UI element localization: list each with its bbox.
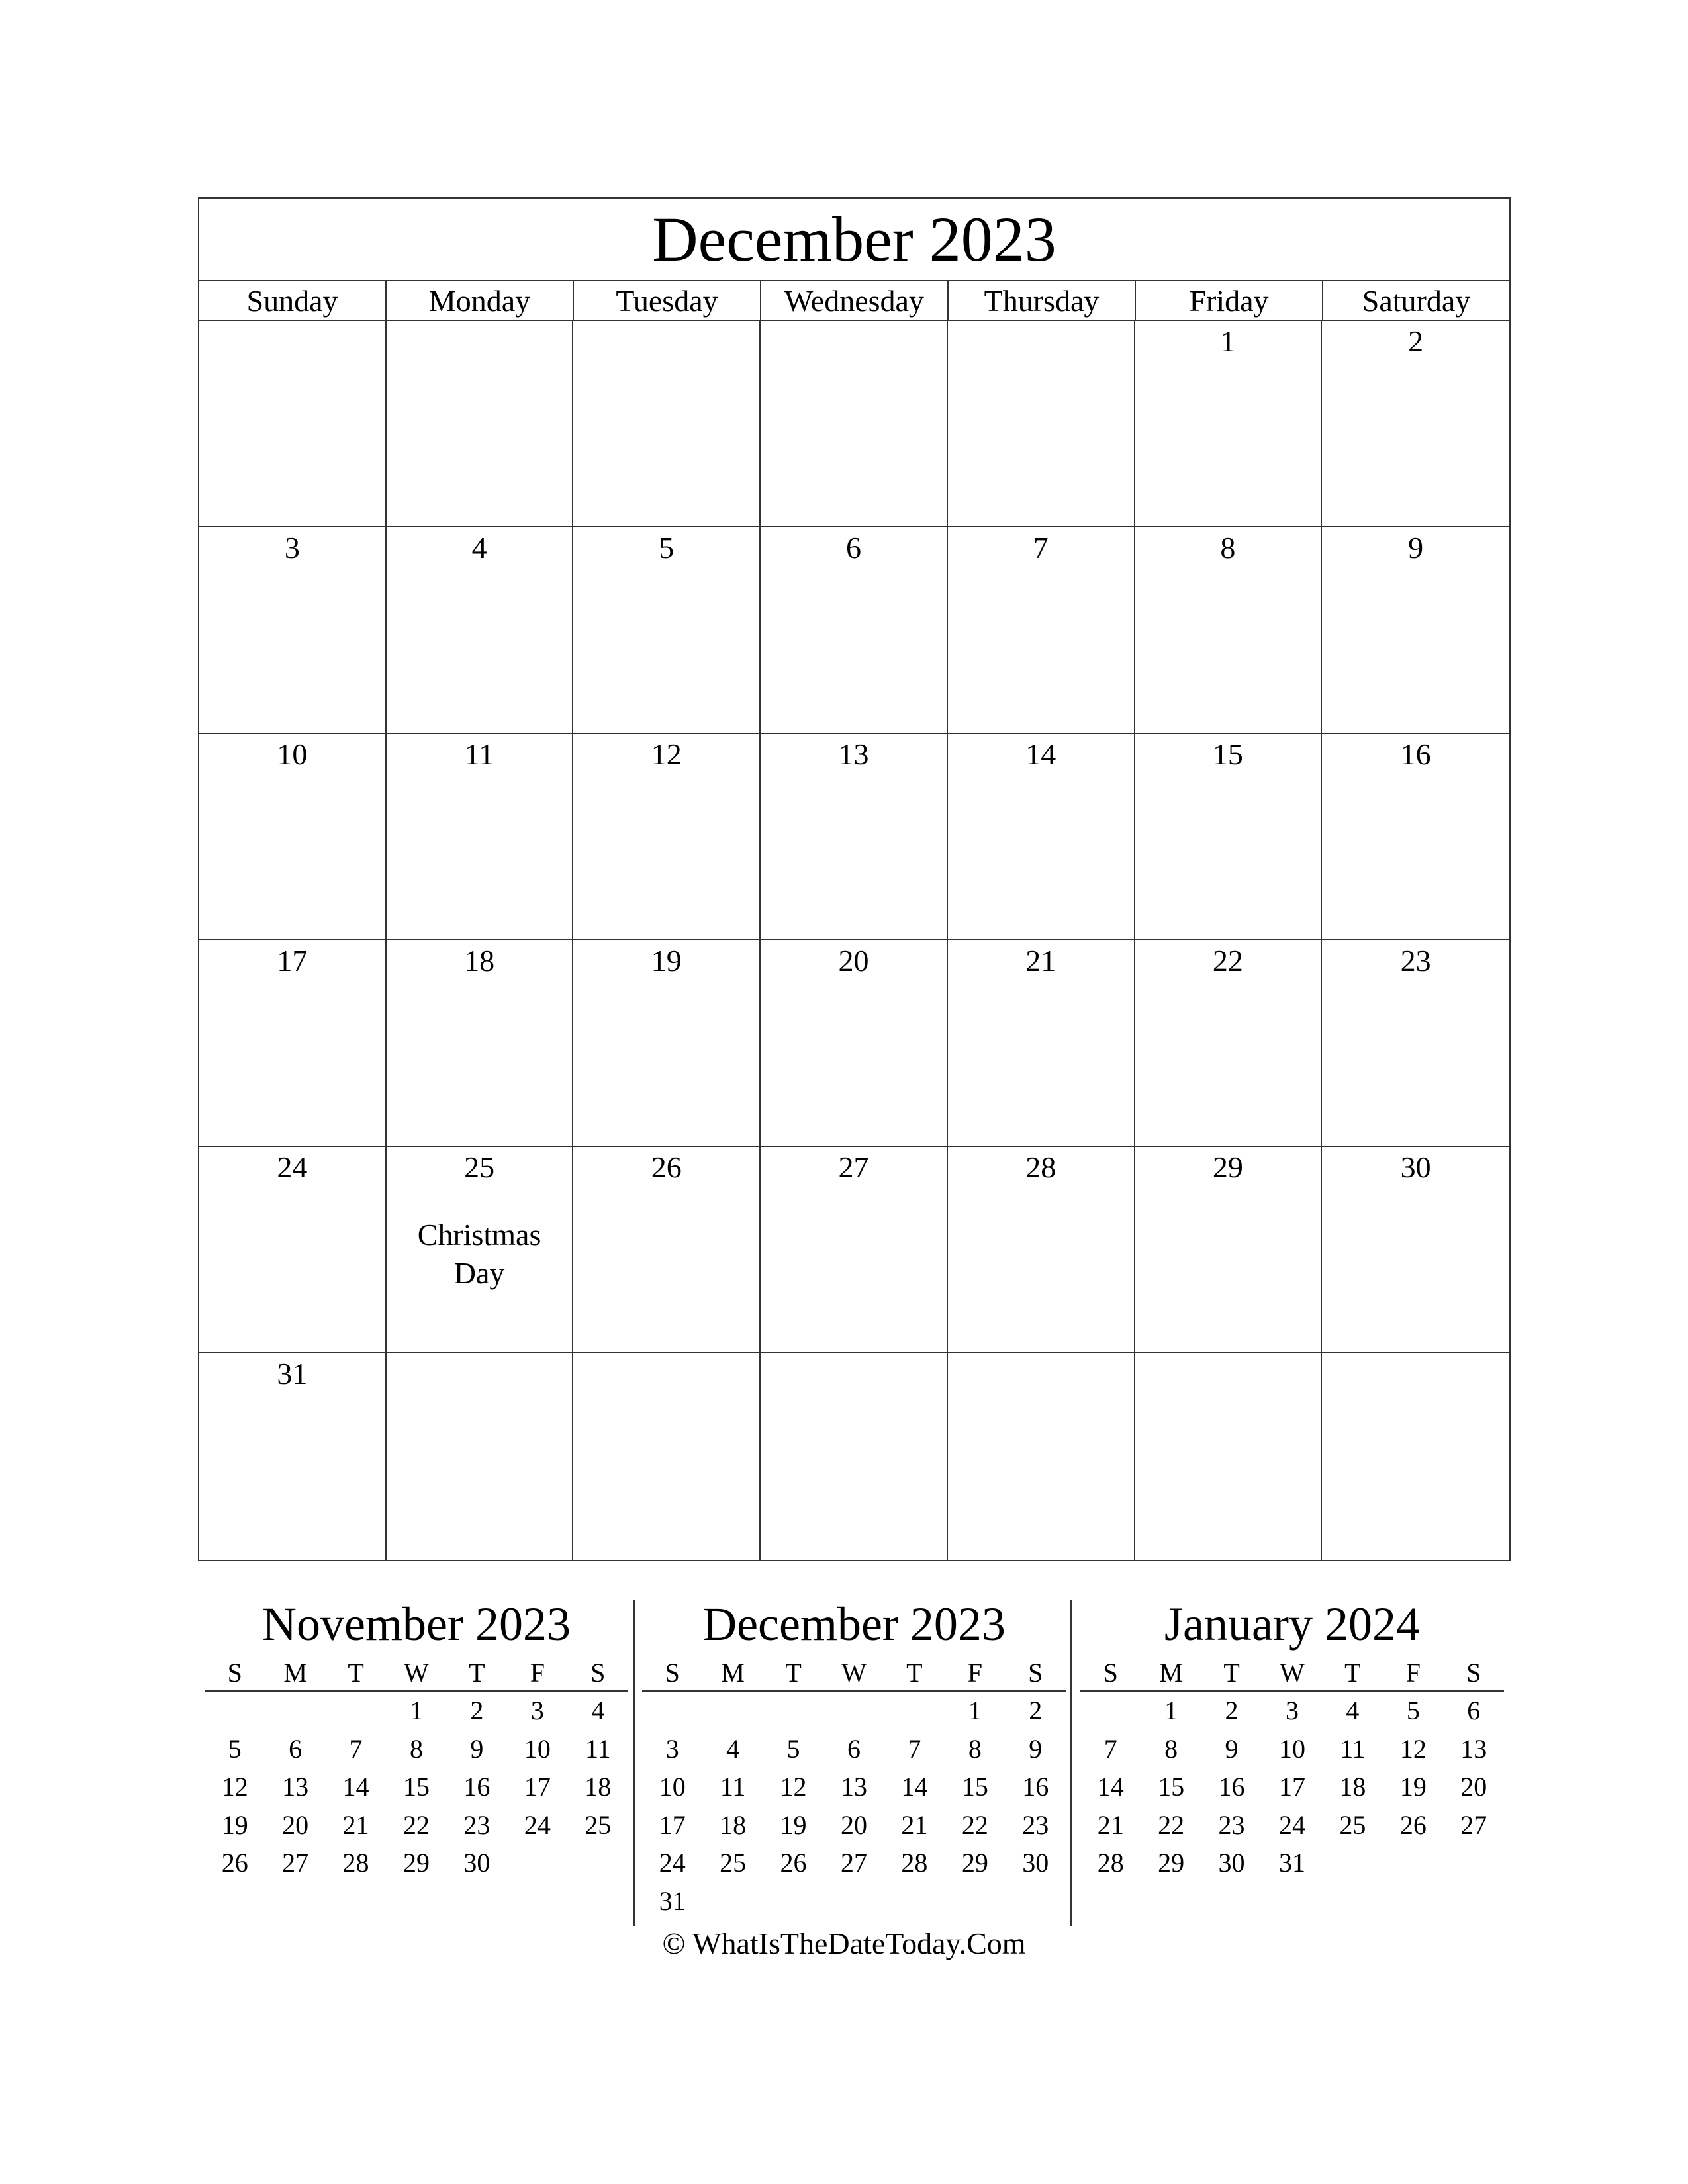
mini-day-number: 25 <box>1339 1809 1366 1840</box>
mini-weekday-label: F <box>1405 1658 1421 1688</box>
mini-day-number: 27 <box>840 1848 867 1878</box>
mini-day-number <box>1006 1882 1066 1921</box>
mini-weekday-label: W <box>841 1658 867 1688</box>
holiday-label-line: Christmas <box>417 1218 541 1251</box>
mini-day-number <box>702 1882 763 1921</box>
mini-day-number: 9 <box>1225 1733 1239 1764</box>
mini-day-number <box>763 1882 823 1921</box>
mini-day-number: 29 <box>402 1848 430 1878</box>
mini-day-number: 4 <box>1346 1696 1360 1725</box>
mini-day-number: 5 <box>1406 1696 1420 1725</box>
mini-calendar-title: January 2024 <box>1164 1598 1420 1651</box>
day-number: 7 <box>1033 531 1049 565</box>
mini-day-number: 27 <box>1460 1809 1487 1840</box>
day-number: 18 <box>464 944 495 978</box>
day-cell <box>199 1147 387 1353</box>
day-cell <box>948 734 1135 940</box>
copyright-footer: © WhatIsTheDateToday.Com <box>662 1927 1026 1960</box>
mini-weekday-label: F <box>530 1658 545 1688</box>
day-cell <box>387 1147 574 1353</box>
mini-day-number: 2 <box>470 1696 484 1725</box>
mini-day-number: 10 <box>659 1772 686 1801</box>
day-cell <box>199 321 387 527</box>
mini-day-number: 6 <box>1467 1696 1481 1725</box>
day-cell <box>761 1353 948 1560</box>
mini-day-number: 11 <box>1340 1733 1366 1764</box>
mini-week-row <box>1080 1844 1504 1882</box>
mini-weekday-label: S <box>665 1658 680 1688</box>
mini-day-number: 10 <box>1278 1733 1305 1764</box>
mini-day-number <box>1080 1692 1141 1730</box>
mini-day-number: 18 <box>1339 1772 1366 1801</box>
mini-day-number: 1 <box>409 1696 423 1725</box>
mini-day-number: 5 <box>786 1733 800 1764</box>
day-number: 13 <box>838 737 869 771</box>
day-number: 6 <box>845 531 861 565</box>
mini-day-number: 2 <box>1225 1696 1239 1725</box>
mini-day-number: 14 <box>901 1772 928 1801</box>
day-number: 9 <box>1408 531 1424 565</box>
day-number: 27 <box>838 1150 869 1184</box>
mini-weekday-label: F <box>967 1658 982 1688</box>
mini-day-number: 6 <box>847 1733 861 1764</box>
mini-day-number: 30 <box>1218 1848 1245 1878</box>
day-cell <box>1135 321 1323 527</box>
mini-day-number <box>642 1692 702 1730</box>
mini-weekday-label: T <box>348 1658 364 1688</box>
day-number: 29 <box>1212 1150 1243 1184</box>
mini-calendar-previous <box>205 1600 628 1882</box>
mini-day-number: 24 <box>524 1809 551 1840</box>
day-cell <box>387 940 574 1147</box>
holiday-label <box>387 1216 573 1293</box>
mini-week-row <box>205 1730 628 1768</box>
mini-day-number: 14 <box>342 1772 369 1801</box>
mini-weekday-label: S <box>1028 1658 1043 1688</box>
mini-calendar-next <box>1080 1600 1504 1882</box>
mini-day-number <box>326 1692 386 1730</box>
mini-day-number: 25 <box>585 1809 612 1840</box>
mini-day-number: 8 <box>1164 1733 1178 1764</box>
mini-day-number: 15 <box>961 1772 988 1801</box>
mini-weekday-row <box>642 1656 1066 1692</box>
day-cell <box>761 734 948 940</box>
mini-calendar-title: November 2023 <box>262 1598 571 1651</box>
mini-day-number: 19 <box>1399 1772 1427 1801</box>
mini-week-row <box>642 1882 1066 1921</box>
mini-day-number <box>205 1692 265 1730</box>
day-cell <box>199 1353 387 1560</box>
mini-day-number: 23 <box>463 1809 491 1840</box>
day-cell <box>1135 940 1323 1147</box>
mini-day-number: 30 <box>1022 1848 1049 1878</box>
mini-week-row <box>205 1768 628 1806</box>
mini-day-number <box>568 1844 628 1882</box>
mini-day-number <box>884 1692 945 1730</box>
weekday-label: Wednesday <box>761 281 949 320</box>
day-cell <box>761 1147 948 1353</box>
mini-day-number: 1 <box>968 1696 982 1725</box>
weekday-label: Tuesday <box>574 281 761 320</box>
weekday-header-row <box>199 281 1509 321</box>
mini-day-number <box>884 1882 945 1921</box>
mini-day-number: 19 <box>780 1809 807 1840</box>
mini-day-number: 28 <box>1097 1848 1124 1878</box>
mini-weekday-label: M <box>283 1658 307 1688</box>
day-number: 26 <box>651 1150 682 1184</box>
mini-weekday-label: T <box>1223 1658 1240 1688</box>
mini-weekday-label: M <box>721 1658 745 1688</box>
mini-day-number: 17 <box>1278 1772 1305 1801</box>
day-cell <box>1322 734 1509 940</box>
mini-day-number: 28 <box>342 1848 369 1878</box>
mini-day-number: 29 <box>961 1848 988 1878</box>
mini-day-number: 16 <box>463 1772 491 1801</box>
mini-day-number: 16 <box>1022 1772 1049 1801</box>
mini-day-number: 21 <box>1097 1809 1124 1840</box>
day-number: 21 <box>1025 944 1056 978</box>
mini-day-number: 23 <box>1218 1809 1245 1840</box>
mini-day-number: 15 <box>402 1772 430 1801</box>
mini-day-number <box>1444 1844 1504 1882</box>
day-number: 1 <box>1220 324 1236 358</box>
mini-week-row <box>642 1730 1066 1768</box>
mini-day-number: 30 <box>463 1848 491 1878</box>
mini-day-number: 8 <box>409 1733 423 1764</box>
mini-weekday-label: T <box>1344 1658 1361 1688</box>
mini-week-row <box>205 1844 628 1882</box>
day-cell <box>1322 527 1509 734</box>
mini-day-number: 24 <box>1278 1809 1305 1840</box>
day-number: 2 <box>1408 324 1424 358</box>
day-cell <box>948 321 1135 527</box>
mini-day-number <box>823 1882 884 1921</box>
day-cell <box>573 734 761 940</box>
mini-weekday-label: S <box>1103 1658 1118 1688</box>
day-cell <box>948 1353 1135 1560</box>
mini-day-number: 11 <box>720 1772 746 1801</box>
mini-divider <box>1070 1600 1072 1926</box>
mini-day-number: 24 <box>659 1848 686 1878</box>
mini-day-number: 20 <box>840 1809 867 1840</box>
mini-day-number <box>823 1692 884 1730</box>
mini-day-number: 3 <box>665 1733 679 1764</box>
mini-day-number: 2 <box>1029 1696 1043 1725</box>
day-cell <box>761 321 948 527</box>
day-cell <box>573 527 761 734</box>
day-cell <box>387 1353 574 1560</box>
day-number: 28 <box>1025 1150 1056 1184</box>
mini-weekday-label: S <box>227 1658 242 1688</box>
mini-weekday-row <box>1080 1656 1504 1692</box>
mini-day-number: 20 <box>1460 1772 1487 1801</box>
mini-week-row <box>642 1844 1066 1882</box>
mini-week-row <box>642 1692 1066 1730</box>
mini-weekday-label: W <box>404 1658 429 1688</box>
mini-day-number: 13 <box>840 1772 867 1801</box>
mini-day-number: 22 <box>402 1809 430 1840</box>
day-number: 14 <box>1025 737 1056 771</box>
mini-day-number: 4 <box>726 1733 740 1764</box>
day-cell <box>387 321 574 527</box>
day-number: 23 <box>1400 944 1431 978</box>
day-number: 17 <box>277 944 308 978</box>
mini-day-number: 31 <box>1278 1848 1305 1878</box>
mini-day-number: 15 <box>1158 1772 1185 1801</box>
day-number: 20 <box>838 944 869 978</box>
day-cell <box>1322 1353 1509 1560</box>
day-cell <box>1135 1353 1323 1560</box>
calendar-title: December 2023 <box>199 199 1509 281</box>
day-number: 4 <box>471 531 487 565</box>
day-cell <box>573 940 761 1147</box>
mini-day-number: 27 <box>282 1848 309 1878</box>
day-cell <box>387 734 574 940</box>
day-cell <box>1322 321 1509 527</box>
mini-weekday-label: T <box>785 1658 802 1688</box>
mini-day-number <box>702 1692 763 1730</box>
mini-day-number: 26 <box>221 1848 248 1878</box>
mini-day-number <box>265 1692 325 1730</box>
day-cell <box>573 321 761 527</box>
weekday-label: Friday <box>1136 281 1323 320</box>
day-cell <box>199 527 387 734</box>
mini-day-number: 22 <box>1158 1809 1185 1840</box>
day-cell <box>387 527 574 734</box>
day-number: 15 <box>1212 737 1243 771</box>
mini-day-number: 5 <box>228 1733 242 1764</box>
day-cell <box>573 1147 761 1353</box>
mini-calendar-current <box>642 1600 1066 1920</box>
mini-day-number: 23 <box>1022 1809 1049 1840</box>
mini-day-number: 10 <box>524 1733 551 1764</box>
day-cell <box>573 1353 761 1560</box>
day-number: 16 <box>1400 737 1431 771</box>
mini-day-number: 9 <box>470 1733 484 1764</box>
day-number: 3 <box>284 531 300 565</box>
day-number: 11 <box>464 737 494 771</box>
mini-day-number <box>507 1844 567 1882</box>
weekday-label: Sunday <box>199 281 387 320</box>
mini-day-number: 8 <box>968 1733 982 1764</box>
mini-day-number: 21 <box>901 1809 928 1840</box>
mini-day-number <box>763 1692 823 1730</box>
mini-day-number: 18 <box>720 1809 747 1840</box>
day-cell <box>199 734 387 940</box>
holiday-label-line: Day <box>453 1256 505 1290</box>
mini-day-number: 3 <box>530 1696 544 1725</box>
day-number: 19 <box>651 944 682 978</box>
day-cell <box>1135 1147 1323 1353</box>
mini-day-number: 13 <box>1460 1733 1487 1764</box>
mini-day-number: 20 <box>282 1809 309 1840</box>
day-cell <box>948 1147 1135 1353</box>
mini-week-row <box>1080 1692 1504 1730</box>
day-cell <box>1322 940 1509 1147</box>
day-number: 8 <box>1220 531 1236 565</box>
mini-day-number: 4 <box>591 1696 605 1725</box>
weekday-label: Monday <box>387 281 574 320</box>
mini-day-number: 31 <box>659 1886 686 1916</box>
mini-week-row <box>642 1806 1066 1844</box>
mini-day-number: 19 <box>221 1809 248 1840</box>
day-cell <box>948 940 1135 1147</box>
day-grid <box>199 321 1509 1560</box>
mini-day-number: 1 <box>1164 1696 1178 1725</box>
day-number: 5 <box>659 531 675 565</box>
mini-weekday-label: M <box>1159 1658 1183 1688</box>
mini-day-number: 17 <box>659 1809 686 1840</box>
day-number: 31 <box>277 1357 308 1390</box>
day-number: 30 <box>1400 1150 1431 1184</box>
day-number: 22 <box>1212 944 1243 978</box>
day-cell <box>199 940 387 1147</box>
mini-week-row <box>1080 1806 1504 1844</box>
mini-divider <box>633 1600 635 1926</box>
day-cell <box>948 527 1135 734</box>
mini-day-number: 6 <box>289 1733 303 1764</box>
mini-day-number: 17 <box>524 1772 551 1801</box>
mini-weekday-label: S <box>590 1658 606 1688</box>
month-calendar <box>198 197 1511 1561</box>
mini-day-number: 7 <box>349 1733 363 1764</box>
day-number: 10 <box>277 737 308 771</box>
mini-day-number: 14 <box>1097 1772 1124 1801</box>
mini-day-number: 12 <box>221 1772 248 1801</box>
day-cell <box>761 940 948 1147</box>
mini-day-number <box>1323 1844 1383 1882</box>
mini-day-number: 12 <box>780 1772 807 1801</box>
mini-day-number: 21 <box>342 1809 369 1840</box>
day-cell <box>1135 734 1323 940</box>
mini-day-number: 29 <box>1158 1848 1185 1878</box>
mini-day-number: 11 <box>585 1733 611 1764</box>
mini-day-number: 12 <box>1399 1733 1427 1764</box>
day-number: 24 <box>277 1150 308 1184</box>
mini-day-number <box>945 1882 1005 1921</box>
weekday-label: Thursday <box>949 281 1136 320</box>
day-cell <box>1322 1147 1509 1353</box>
mini-day-number: 7 <box>1103 1733 1117 1764</box>
mini-weekday-label: T <box>906 1658 923 1688</box>
mini-day-number: 28 <box>901 1848 928 1878</box>
mini-day-number: 26 <box>1399 1809 1427 1840</box>
day-number: 12 <box>651 737 682 771</box>
mini-weekday-label: T <box>469 1658 485 1688</box>
mini-day-number: 7 <box>908 1733 921 1764</box>
mini-week-row <box>642 1768 1066 1806</box>
mini-day-number: 26 <box>780 1848 807 1878</box>
day-number: 25 <box>464 1150 495 1184</box>
mini-day-number <box>1383 1844 1443 1882</box>
mini-week-row <box>205 1692 628 1730</box>
mini-day-number: 18 <box>585 1772 612 1801</box>
mini-weekday-row <box>205 1656 628 1692</box>
mini-day-number: 25 <box>720 1848 747 1878</box>
mini-week-row <box>1080 1768 1504 1806</box>
mini-day-number: 16 <box>1218 1772 1245 1801</box>
mini-weekday-label: S <box>1466 1658 1481 1688</box>
mini-week-row <box>205 1806 628 1844</box>
mini-day-number: 9 <box>1029 1733 1043 1764</box>
weekday-label: Saturday <box>1362 283 1471 318</box>
day-cell <box>1135 527 1323 734</box>
mini-calendar-title: December 2023 <box>702 1598 1006 1651</box>
mini-weekday-label: W <box>1280 1658 1305 1688</box>
mini-week-row <box>1080 1730 1504 1768</box>
day-cell <box>761 527 948 734</box>
mini-day-number: 3 <box>1285 1696 1299 1725</box>
mini-day-number: 13 <box>282 1772 309 1801</box>
mini-day-number: 22 <box>961 1809 988 1840</box>
